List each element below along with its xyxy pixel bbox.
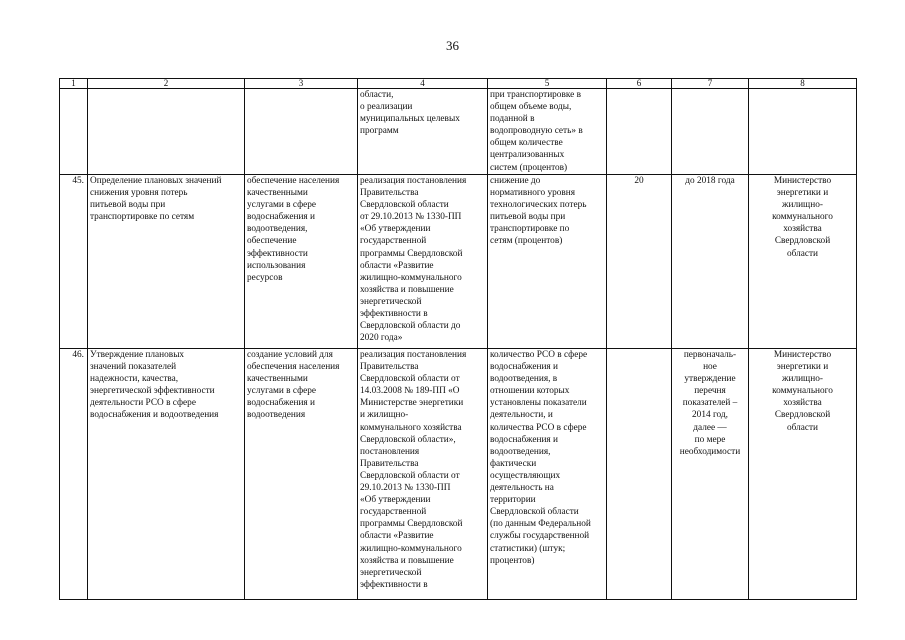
- responsible: Министерство энергетики и жилищно- коммунального хозяйства Свердловской области: [749, 175, 857, 349]
- header-cell: 4: [358, 79, 488, 89]
- indicator: снижение до нормативного уровня технологических потерь питьевой воды при транспортировке по сетям (процентов): [488, 175, 607, 349]
- header-cell: 2: [88, 79, 245, 89]
- header-cell: 8: [749, 79, 857, 89]
- header-cell: 6: [607, 79, 672, 89]
- row-number: 45.: [60, 175, 88, 349]
- row-number: 46.: [60, 349, 88, 600]
- basis: реализация постановления Правительства Свердловской области от 29.10.2013 № 1330-ПП «Об утверждении государственной программы Свердловской области «Развитие жилищно-коммунального хозяйства и повышение энергетической эффективности в Свердловской области до 2020 года»: [358, 175, 488, 349]
- header-row: [60, 79, 857, 89]
- header-cell: 7: [672, 79, 749, 89]
- measure-name: Утверждение плановых значений показателей надежности, качества, энергетической эффективности деятельности РСО в сфере водоснабжения и водоотведения: [88, 349, 245, 600]
- goal: обеспечение населения качественными услугами в сфере водоснабжения и водоотведения, обеспечение эффективности использования ресурсов: [245, 175, 358, 349]
- deadline: первоначаль- ное утверждение перечня показателей – 2014 год, далее — по мере необходимости: [672, 349, 749, 600]
- goal: создание условий для обеспечения населения качественными услугами в сфере водоснабжения и водоотведения: [245, 349, 358, 600]
- row-number: [60, 89, 88, 175]
- basis: области, о реализации муниципальных целевых программ: [358, 89, 488, 175]
- target-value: 20: [607, 175, 672, 349]
- deadline: [672, 89, 749, 175]
- responsible: Министерство энергетики и жилищно- коммунального хозяйства Свердловской области: [749, 349, 857, 600]
- indicator: при транспортировке в общем объеме воды, поданной в водопроводную сеть» в общем количестве централизованных систем (процентов): [488, 89, 607, 175]
- goal: [245, 89, 358, 175]
- measure-name: Определение плановых значений снижения уровня потерь питьевой воды при транспортировке по сетям: [88, 175, 245, 349]
- indicator: количество РСО в сфере водоснабжения и водоотведения, в отношении которых установлены показатели деятельности, и количества РСО в сфере водоснабжения и водоотведения, фактически осуществляющих деятельность на территории Свердловской области (по данным Федеральной службы государственной статистики) (штук; процентов): [488, 349, 607, 600]
- measures-table: [59, 78, 857, 600]
- deadline: до 2018 года: [672, 175, 749, 349]
- target-value: [607, 89, 672, 175]
- table-row-continuation: [60, 89, 857, 175]
- measure-name: [88, 89, 245, 175]
- page-number: 36: [446, 38, 459, 53]
- table-row-46: [60, 349, 857, 600]
- table-row-45: [60, 175, 857, 349]
- responsible: [749, 89, 857, 175]
- basis: реализация постановления Правительства Свердловской области от 14.03.2008 № 189-ПП «О Министерстве энергетики и жилищно- коммунального хозяйства Свердловской области», постановления Правительства Свердловской области от 29.10.2013 № 1330-ПП «Об утверждении государственной программы Свердловской области «Развитие жилищно-коммунального хозяйства и повышение энергетической эффективности в: [358, 349, 488, 600]
- header-cell: 3: [245, 79, 358, 89]
- header-cell: 1: [60, 79, 88, 89]
- target-value: [607, 349, 672, 600]
- header-cell: 5: [488, 79, 607, 89]
